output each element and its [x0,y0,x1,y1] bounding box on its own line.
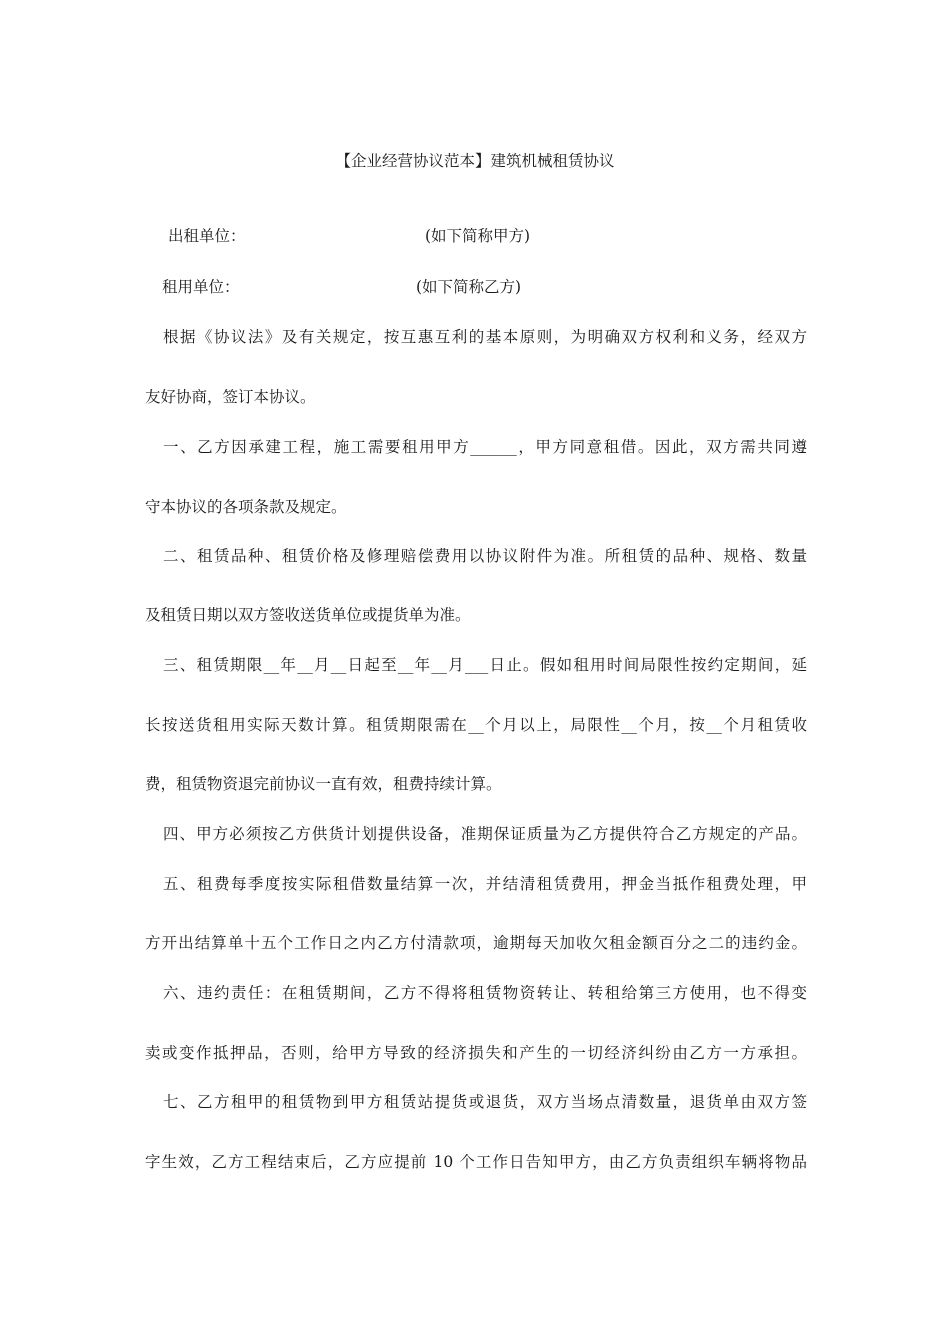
paragraph-line: 及租赁日期以双方签收送货单位或提货单为准。 [145,606,471,624]
paragraph-line: 字生效，乙方工程结束后，乙方应提前 10 个工作日告知甲方，由乙方负责组织车辆将物品 [145,1153,807,1171]
paragraph-line: 守本协议的各项条款及规定。 [145,498,347,516]
lessee-note: (如下简称乙方) [416,278,522,296]
paragraph-line: 六、违约责任：在租赁期间，乙方不得将租赁物资转让、转租给第三方使用，也不得变 [163,984,807,1002]
lessor-note: (如下简称甲方) [425,227,531,245]
document-title: 【企业经营协议范本】建筑机械租赁协议 [335,152,615,170]
paragraph-line: 友好协商，签订本协议。 [145,388,316,406]
lessee-label: 租用单位： [162,278,240,296]
paragraph-line: 卖或变作抵押品，否则，给甲方导致的经济损失和产生的一切经济纠纷由乙方一方承担。 [145,1044,807,1062]
paragraph-line: 三、租赁期限__年__月__日起至__年__月___日止。假如租用时间局限性按约定期间，延 [163,656,807,674]
paragraph-line: 长按送货租用实际天数计算。租赁期限需在__个月以上，局限性__个月，按__个月租赁收 [145,716,807,734]
paragraph-line: 费，租赁物资退完前协议一直有效，租费持续计算。 [145,775,502,793]
paragraph-line: 二、租赁品种、租赁价格及修理赔偿费用以协议附件为准。所租赁的品种、规格、数量 [163,547,807,565]
paragraph-line: 四、甲方必须按乙方供货计划提供设备，准期保证质量为乙方提供符合乙方规定的产品。 [163,825,807,843]
paragraph-line: 方开出结算单十五个工作日之内乙方付清款项，逾期每天加收欠租金额百分之二的违约金。 [145,934,807,952]
paragraph-line: 五、租费每季度按实际租借数量结算一次，并结清租赁费用，押金当抵作租费处理，甲 [163,875,807,893]
paragraph-line: 七、乙方租甲的租赁物到甲方租赁站提货或退货，双方当场点清数量，退货单由双方签 [163,1093,807,1111]
paragraph-line: 根据《协议法》及有关规定，按互惠互利的基本原则，为明确双方权利和义务，经双方 [163,328,807,346]
lessor-label: 出租单位： [168,227,246,245]
paragraph-line: 一、乙方因承建工程，施工需要租用甲方______，甲方同意租借。因此，双方需共同遵 [163,438,807,456]
